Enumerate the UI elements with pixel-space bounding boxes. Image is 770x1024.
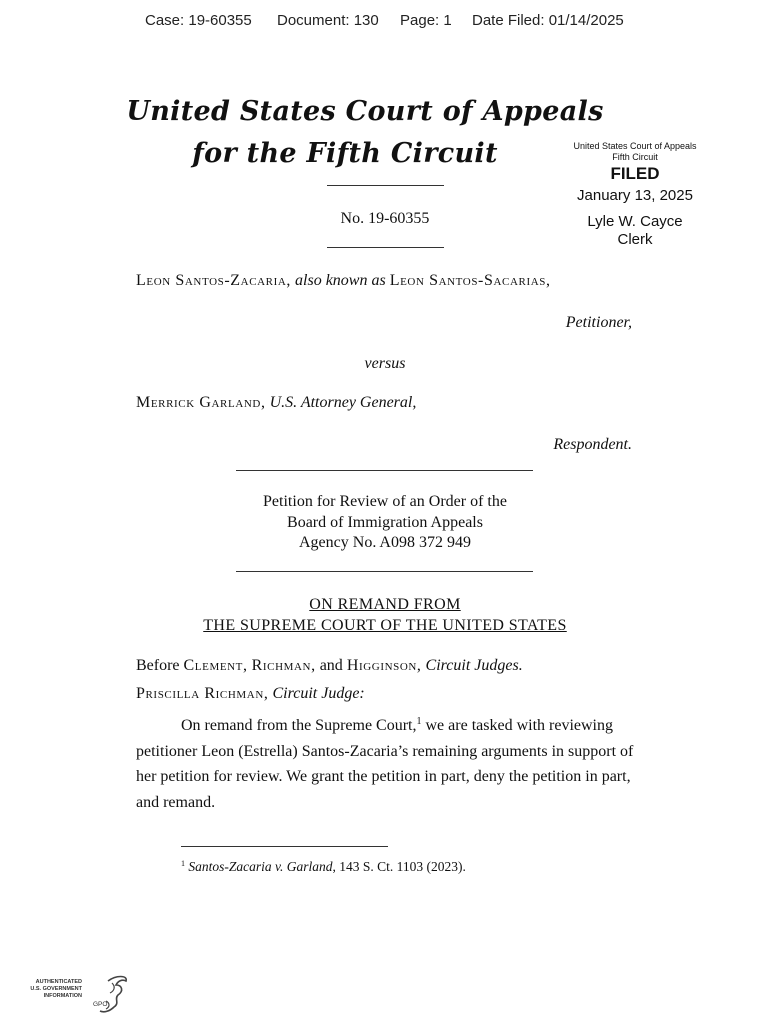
petitioner-role-text: Petitioner,	[565, 314, 632, 331]
footnote	[181, 859, 466, 875]
before-and: and	[319, 657, 343, 674]
gpo-eagle-icon	[44, 973, 134, 1017]
date-filed-header: Date Filed: 01/14/2025	[472, 12, 624, 29]
stamp-court: United States Court of Appeals	[573, 141, 697, 151]
agency-number: Agency No. A098 372 949	[299, 534, 471, 551]
stamp-clerk-name: Lyle W. Cayce	[587, 213, 683, 230]
docket-number: No. 19-60355	[340, 210, 430, 227]
petitioner-role	[566, 310, 632, 336]
footnote-number: 1	[181, 859, 185, 868]
respondent-title: U.S. Attorney General,	[269, 394, 417, 411]
petition-rule-bottom	[236, 571, 533, 572]
petition-rule-top	[236, 470, 533, 471]
aka-text: also known as	[295, 272, 386, 289]
case-number-header: Case: 19-60355	[145, 12, 252, 29]
versus-text: versus	[364, 355, 406, 372]
panel-line	[136, 653, 523, 679]
petitioner-line	[136, 268, 551, 294]
judge-clement: Clement,	[183, 657, 248, 674]
footnote-marker: 1	[416, 716, 422, 727]
judge-higginson: Higginson,	[346, 657, 422, 674]
footnote-case-name: Santos-Zacaria v. Garland	[188, 859, 333, 874]
gpo-logo-text: GPO	[93, 1001, 108, 1008]
document-number-header: Document: 130	[277, 12, 379, 29]
stamp-circuit: Fifth Circuit	[612, 152, 658, 162]
opinion-paragraph	[136, 713, 636, 815]
before-suffix: Circuit Judges.	[425, 657, 523, 674]
before-prefix: Before	[136, 657, 180, 674]
docket-rule-top	[327, 185, 444, 186]
respondent-name: Merrick Garland,	[136, 394, 266, 411]
stamp-status: FILED	[610, 164, 660, 183]
opinion-sentence-1: On remand from the Supreme Court,	[181, 717, 417, 734]
petition-block	[0, 492, 770, 554]
petitioner-name: Leon Santos-Zacaria,	[136, 272, 292, 289]
respondent-role-text: Respondent.	[553, 436, 632, 453]
author-line	[136, 681, 365, 707]
gpo-text-line1: AUTHENTICATED	[35, 979, 82, 985]
petition-line2: Board of Immigration Appeals	[287, 513, 483, 531]
stamp-date: January 13, 2025	[577, 187, 693, 204]
footnote-citation: , 143 S. Ct. 1103 (2023).	[332, 859, 466, 874]
footnote-rule	[181, 846, 388, 847]
stamp-clerk-title: Clerk	[617, 231, 653, 248]
respondent-role	[553, 432, 632, 458]
gpo-authentication-seal	[30, 973, 134, 1017]
docket-rule-bottom	[327, 247, 444, 248]
opinion-sentence-2: we are tasked with reviewing petitioner Leon (Estrella) Santos-Zacaria’s remaining arguments in support of her petition for review. We grant the petition in part, deny the petition in part, and remand.	[136, 717, 634, 811]
gpo-text-line3: INFORMATION	[43, 993, 82, 999]
remand-heading	[0, 594, 770, 636]
remand-line2: THE SUPREME COURT OF THE UNITED STATES	[203, 617, 567, 634]
court-name-line2: for the Fifth Circuit	[192, 138, 498, 169]
author-title: Circuit Judge:	[272, 685, 365, 702]
filed-stamp	[565, 141, 705, 249]
versus-line	[0, 351, 770, 377]
gpo-text-line2: U.S. GOVERNMENT	[30, 986, 82, 992]
page-number-header: Page: 1	[400, 12, 452, 29]
author-name: Priscilla Richman,	[136, 685, 269, 702]
judge-richman: Richman,	[251, 657, 316, 674]
petition-line1: Petition for Review of an Order of the	[263, 493, 507, 510]
court-name-line1: United States Court of Appeals	[126, 96, 604, 127]
remand-line1: ON REMAND FROM	[309, 596, 461, 613]
petitioner-alias: Leon Santos-Sacarias,	[389, 272, 551, 289]
respondent-line	[136, 390, 416, 416]
